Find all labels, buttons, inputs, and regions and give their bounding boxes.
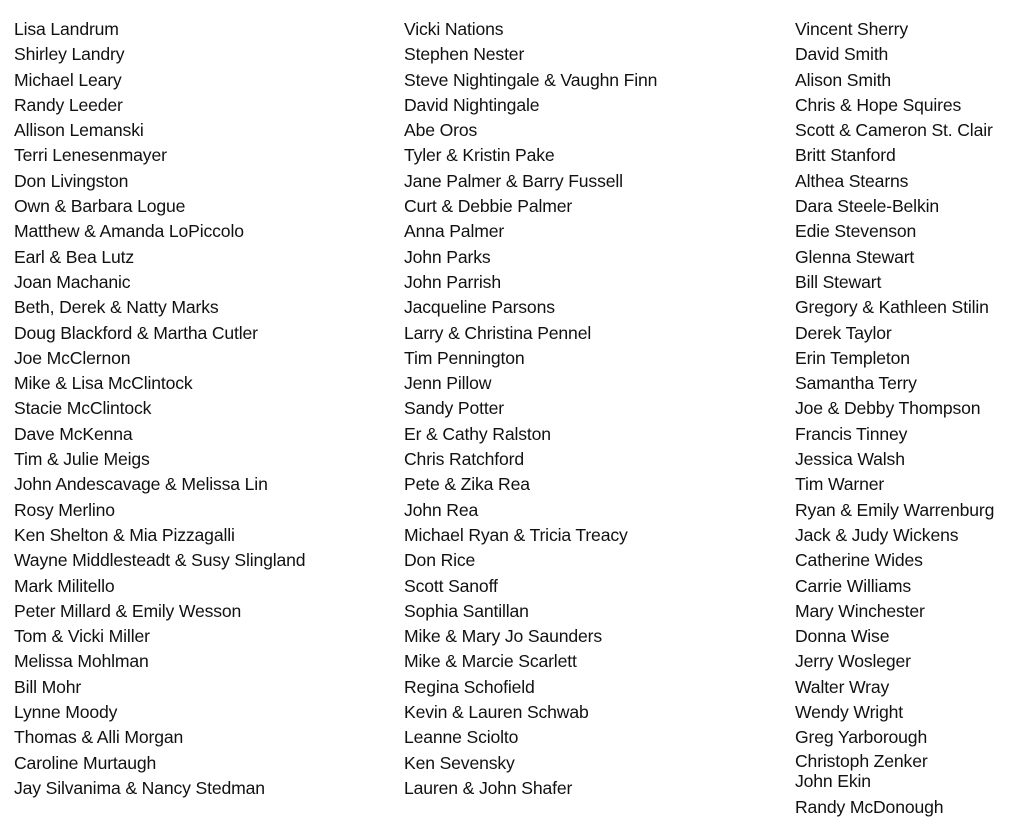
name-entry: Matthew & Amanda LoPiccolo [14, 221, 244, 242]
name-entry: Lisa Landrum [14, 19, 119, 39]
name-entry: Peter Millard & Emily Wesson [14, 600, 242, 621]
name-entry: Abe Oros [404, 120, 478, 141]
name-entry: Sophia Santillan [404, 600, 529, 621]
name-entry: Derek Taylor [795, 322, 892, 343]
name-entry: John Parks [404, 246, 491, 267]
name-entry: John Ekin [795, 770, 871, 791]
names-column-2 [404, 17, 789, 801]
name-entry: Carrie Williams [795, 575, 912, 596]
name-entry: Wendy Wright [795, 702, 904, 723]
name-entry: Tom & Vicki Miller [14, 626, 150, 647]
name-entry: Ken Shelton & Mia Pizzagalli [14, 524, 235, 545]
name-entry: Walter Wray [795, 676, 890, 697]
name-entry: Scott Sanoff [404, 575, 498, 596]
name-entry: Steve Nightingale & Vaughn Finn [404, 69, 658, 90]
name-entry: Er & Cathy Ralston [404, 423, 551, 444]
names-column-3 [795, 17, 1024, 818]
name-entry: Allison Lemanski [14, 120, 144, 141]
name-entry: Bill Stewart [795, 271, 882, 292]
name-entry: Francis Tinney [795, 423, 908, 444]
name-entry: Tim & Julie Meigs [14, 449, 150, 470]
name-entry: Regina Schofield [404, 676, 535, 697]
name-entry: Curt & Debbie Palmer [404, 196, 573, 217]
name-entry: Ryan & Emily Warrenburg [795, 499, 995, 520]
name-entry: Stacie McClintock [14, 398, 152, 419]
name-entry: Melissa Mohlman [14, 651, 149, 672]
name-entry: Jay Silvanima & Nancy Stedman [14, 777, 265, 798]
name-entry: Randy Leeder [14, 94, 123, 115]
name-entry: David Smith [795, 44, 889, 65]
name-entry: Donna Wise [795, 626, 890, 647]
name-entry: Dave McKenna [14, 423, 133, 444]
name-entry: Jack & Judy Wickens [795, 524, 959, 545]
name-entry: Chris Ratchford [404, 449, 524, 470]
name-entry: Edie Stevenson [795, 221, 917, 242]
name-entry: Own & Barbara Logue [14, 196, 186, 217]
name-entry: Mike & Lisa McClintock [14, 373, 193, 394]
name-entry: Erin Templeton [795, 347, 910, 368]
name-entry: Ken Sevensky [404, 752, 515, 773]
name-entry: Stephen Nester [404, 44, 525, 65]
name-entry: Michael Ryan & Tricia Treacy [404, 524, 628, 545]
name-entry: Sandy Potter [404, 398, 504, 419]
name-entry: Jacqueline Parsons [404, 297, 555, 318]
names-column-1 [14, 17, 389, 801]
name-entry: Jane Palmer & Barry Fussell [404, 170, 623, 191]
name-entry: Jenn Pillow [404, 373, 492, 394]
name-entry: Don Livingston [14, 170, 129, 191]
name-entry: Althea Stearns [795, 170, 909, 191]
name-entry: Jerry Wosleger [795, 651, 911, 672]
name-entry: Jessica Walsh [795, 449, 905, 470]
name-entry: Doug Blackford & Martha Cutler [14, 322, 258, 343]
name-entry: Anna Palmer [404, 221, 505, 242]
name-entry: Vicki Nations [404, 19, 504, 39]
name-entry: Britt Stanford [795, 145, 896, 166]
name-entry: Lynne Moody [14, 702, 118, 723]
name-entry: Tim Warner [795, 474, 885, 495]
name-entry: Wayne Middlesteadt & Susy Slingland [14, 550, 306, 571]
name-entry: Thomas & Alli Morgan [14, 727, 184, 748]
name-entry: Pete & Zika Rea [404, 474, 530, 495]
name-entry: Earl & Bea Lutz [14, 246, 134, 267]
name-entry: Tim Pennington [404, 347, 525, 368]
name-entry: Samantha Terry [795, 373, 917, 394]
name-entry: Dara Steele-Belkin [795, 196, 939, 217]
name-entry: David Nightingale [404, 94, 540, 115]
name-entry: Larry & Christina Pennel [404, 322, 592, 343]
name-entry: Shirley Landry [14, 44, 125, 65]
name-entry: Leanne Sciolto [404, 727, 519, 748]
name-entry: Christoph Zenker [795, 750, 928, 771]
name-entry: Michael Leary [14, 69, 122, 90]
name-entry: Joe & Debby Thompson [795, 398, 981, 419]
name-entry: Joan Machanic [14, 271, 131, 292]
name-entry: Chris & Hope Squires [795, 94, 962, 115]
name-entry: John Rea [404, 499, 479, 520]
name-entry: Mark Militello [14, 575, 115, 596]
name-entry: Joe McClernon [14, 347, 131, 368]
name-entry: Terri Lenesenmayer [14, 145, 167, 166]
name-entry: Mike & Marcie Scarlett [404, 651, 577, 672]
name-entry: Vincent Sherry [795, 19, 908, 39]
name-entry: Alison Smith [795, 69, 891, 90]
name-entry: Kevin & Lauren Schwab [404, 702, 589, 723]
name-entry: Glenna Stewart [795, 246, 915, 267]
name-entry: Don Rice [404, 550, 476, 571]
name-entry: Lauren & John Shafer [404, 777, 573, 798]
name-entry: John Andescavage & Melissa Lin [14, 474, 268, 495]
name-entry: Caroline Murtaugh [14, 752, 157, 773]
name-entry: Bill Mohr [14, 676, 82, 697]
name-entry: Randy McDonough [795, 796, 944, 817]
name-entry: Tyler & Kristin Pake [404, 145, 555, 166]
name-entry: Greg Yarborough [795, 727, 928, 748]
name-entry: John Parrish [404, 271, 501, 292]
name-entry: Scott & Cameron St. Clair [795, 120, 993, 141]
name-entry: Catherine Wides [795, 550, 923, 571]
name-entry: Beth, Derek & Natty Marks [14, 297, 219, 318]
name-entry: Rosy Merlino [14, 499, 115, 520]
name-entry: Mike & Mary Jo Saunders [404, 626, 602, 647]
name-entry: Mary Winchester [795, 600, 925, 621]
name-entry: Gregory & Kathleen Stilin [795, 297, 989, 318]
